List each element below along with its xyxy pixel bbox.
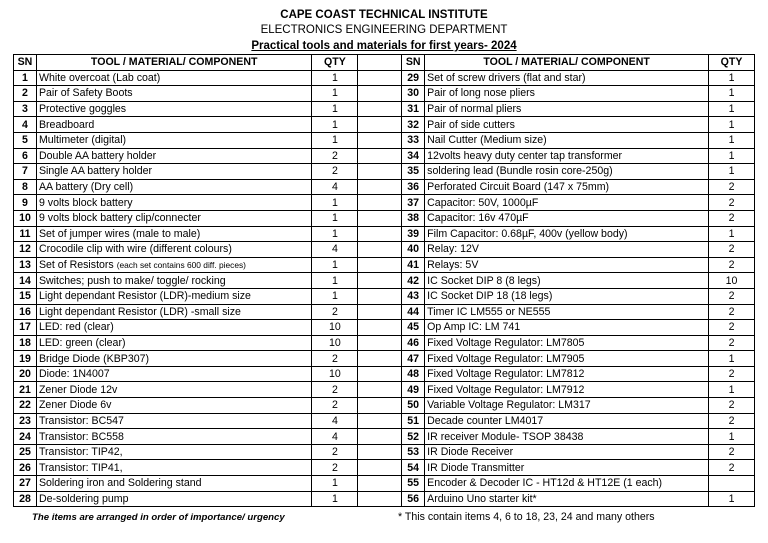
row-quantity: 2 [312,164,358,180]
row-serial-number: 51 [402,413,425,429]
row-serial-number: 8 [14,179,37,195]
table-row [14,444,755,460]
row-serial-number: 23 [14,413,37,429]
row-quantity: 4 [312,179,358,195]
row-item-name [425,273,709,289]
column-gap [358,101,402,117]
row-item-name [425,335,709,351]
row-quantity: 10 [312,335,358,351]
row-item-name [425,398,709,414]
table-row [14,195,755,211]
item-text: Relay: 12V [427,243,479,256]
row-item-name [425,460,709,476]
item-text: IR Diode Transmitter [427,461,525,474]
row-item-name [36,86,312,102]
row-quantity: 2 [709,257,755,273]
row-item-name [425,429,709,445]
row-quantity: 1 [312,101,358,117]
row-quantity: 1 [709,382,755,398]
row-serial-number: 30 [402,86,425,102]
row-quantity: 1 [709,101,755,117]
column-gap [358,86,402,102]
col-header-sn: SN [402,55,425,71]
row-item-name [36,304,312,320]
row-quantity: 1 [709,117,755,133]
column-gap [358,304,402,320]
tools-table [13,54,755,507]
row-quantity: 2 [312,351,358,367]
table-row [14,132,755,148]
column-gap [358,132,402,148]
item-text: Arduino Uno starter kit* [427,492,537,505]
item-text: Pair of side cutters [427,118,515,131]
row-item-name [425,210,709,226]
item-text: Fixed Voltage Regulator: LM7805 [427,336,585,349]
row-serial-number: 20 [14,366,37,382]
institute-title: CAPE COAST TECHNICAL INSTITUTE [280,9,488,21]
item-text: Perforated Circuit Board (147 x 75mm) [427,181,610,194]
column-gap [358,195,402,211]
item-text: Bridge Diode (KBP307) [38,352,150,365]
item-text: Transistor: TIP41, [38,461,123,474]
row-serial-number: 47 [402,351,425,367]
row-quantity: 1 [709,491,755,507]
item-text: Crocodile clip with wire (different colours) [38,243,232,256]
row-serial-number: 39 [402,226,425,242]
row-serial-number: 28 [14,491,37,507]
row-item-name [425,351,709,367]
row-item-name [36,320,312,336]
row-serial-number: 48 [402,366,425,382]
row-quantity: 1 [312,86,358,102]
row-quantity: 1 [312,226,358,242]
column-gap [358,55,402,71]
row-quantity: 2 [312,148,358,164]
row-quantity: 10 [312,366,358,382]
column-gap [358,398,402,414]
row-item-name [36,70,312,86]
item-text: Set of jumper wires (male to male) [38,227,201,240]
item-text: AA battery (Dry cell) [38,181,134,194]
row-quantity: 2 [709,413,755,429]
row-item-name [36,351,312,367]
item-text: IR Diode Receiver [427,446,514,459]
row-serial-number: 5 [14,132,37,148]
row-item-name [425,382,709,398]
row-item-name [36,179,312,195]
row-serial-number: 52 [402,429,425,445]
row-serial-number: 27 [14,476,37,492]
row-item-name [425,164,709,180]
row-item-name [36,382,312,398]
item-text: Pair of long nose pliers [427,87,535,100]
row-quantity: 1 [312,476,358,492]
order-note: The items are arranged in order of importance/ urgency [32,512,285,523]
table-row [14,273,755,289]
table-row [14,398,755,414]
row-serial-number: 10 [14,210,37,226]
row-serial-number: 6 [14,148,37,164]
row-serial-number: 13 [14,257,37,273]
item-text: Film Capacitor: 0.68µF, 400v (yellow body) [427,227,628,240]
table-row [14,335,755,351]
row-quantity: 2 [709,288,755,304]
row-quantity: 1 [709,429,755,445]
row-serial-number: 11 [14,226,37,242]
row-item-name [36,476,312,492]
row-quantity: 2 [709,460,755,476]
row-serial-number: 1 [14,70,37,86]
item-text: Op Amp IC: LM 741 [427,321,521,334]
column-gap [358,320,402,336]
row-item-name [36,273,312,289]
row-item-name [425,179,709,195]
row-serial-number: 26 [14,460,37,476]
row-serial-number: 41 [402,257,425,273]
row-item-name [425,257,709,273]
item-text: Capacitor: 50V, 1000µF [427,196,539,209]
row-item-name [36,164,312,180]
row-serial-number: 55 [402,476,425,492]
column-gap [358,70,402,86]
row-item-name [425,132,709,148]
row-item-name [36,288,312,304]
table-row [14,304,755,320]
row-quantity: 1 [312,491,358,507]
item-text: Diode: 1N4007 [38,368,110,381]
row-quantity: 1 [312,195,358,211]
item-text: Zener Diode 6v [38,399,112,412]
row-item-name [36,132,312,148]
row-item-name [36,148,312,164]
row-item-name [36,101,312,117]
row-quantity: 2 [312,304,358,320]
item-text: Zener Diode 12v [38,383,118,396]
table-row [14,351,755,367]
row-item-name [425,148,709,164]
column-gap [358,491,402,507]
row-serial-number: 18 [14,335,37,351]
row-quantity: 2 [709,210,755,226]
row-quantity: 1 [709,132,755,148]
table-row [14,179,755,195]
row-serial-number: 56 [402,491,425,507]
row-item-name [425,476,709,492]
col-header-item: TOOL / MATERIAL/ COMPONENT [36,55,312,71]
row-quantity: 1 [312,210,358,226]
item-text: Soldering iron and Soldering stand [38,477,202,490]
table-row [14,101,755,117]
table-row [14,491,755,507]
table-row [14,210,755,226]
row-serial-number: 15 [14,288,37,304]
row-item-name [425,117,709,133]
row-item-name [425,86,709,102]
column-gap [358,444,402,460]
col-header-qty: QTY [312,55,358,71]
item-text: Breadboard [38,118,95,131]
row-quantity: 1 [312,117,358,133]
table-row [14,288,755,304]
row-serial-number: 46 [402,335,425,351]
row-item-name [36,429,312,445]
row-serial-number: 33 [402,132,425,148]
item-text: De-soldering pump [38,492,129,505]
row-quantity: 2 [709,195,755,211]
table-row [14,257,755,273]
row-item-name [425,195,709,211]
row-item-name [425,413,709,429]
row-item-name [425,304,709,320]
department-title: ELECTRONICS ENGINEERING DEPARTMENT [260,24,508,36]
column-gap [358,476,402,492]
row-quantity: 2 [312,460,358,476]
row-quantity: 2 [709,320,755,336]
column-gap [358,460,402,476]
row-serial-number: 7 [14,164,37,180]
table-row [14,148,755,164]
row-quantity: 2 [709,366,755,382]
row-serial-number: 25 [14,444,37,460]
item-text: Encoder & Decoder IC - HT12d & HT12E (1 each) [427,477,663,490]
table-row [14,164,755,180]
row-quantity: 2 [709,179,755,195]
col-header-item: TOOL / MATERIAL/ COMPONENT [425,55,709,71]
column-gap [358,335,402,351]
item-text: Fixed Voltage Regulator: LM7905 [427,352,585,365]
row-quantity: 1 [312,288,358,304]
row-serial-number: 3 [14,101,37,117]
row-quantity: 1 [312,132,358,148]
table-row [14,413,755,429]
table-row [14,86,755,102]
col-header-qty: QTY [709,55,755,71]
row-quantity: 2 [709,335,755,351]
table-header-row [14,55,755,71]
row-quantity: 1 [312,70,358,86]
column-gap [358,382,402,398]
row-item-name [36,195,312,211]
column-gap [358,288,402,304]
table-row [14,226,755,242]
row-serial-number: 49 [402,382,425,398]
table-row [14,429,755,445]
row-serial-number: 32 [402,117,425,133]
row-quantity: 4 [312,242,358,258]
table-row [14,320,755,336]
item-text: Fixed Voltage Regulator: LM7912 [427,383,585,396]
row-item-name [425,366,709,382]
item-text: Pair of Safety Boots [38,87,133,100]
item-text: Nail Cutter (Medium size) [427,134,547,147]
item-text: Timer IC LM555 or NE555 [427,305,551,318]
column-gap [358,257,402,273]
row-serial-number: 31 [402,101,425,117]
item-text: Fixed Voltage Regulator: LM7812 [427,368,585,381]
column-gap [358,148,402,164]
row-serial-number: 40 [402,242,425,258]
table-row [14,476,755,492]
item-note: (each set contains 600 diff. pieces) [116,260,246,271]
column-gap [358,413,402,429]
item-text: Multimeter (digital) [38,134,127,147]
row-item-name [36,398,312,414]
row-item-name [425,491,709,507]
item-text: Light dependant Resistor (LDR)-medium size [38,290,251,303]
row-serial-number: 37 [402,195,425,211]
column-gap [358,210,402,226]
row-serial-number: 17 [14,320,37,336]
item-text: soldering lead (Bundle rosin core-250g) [427,165,613,178]
row-quantity: 1 [709,164,755,180]
row-quantity: 2 [709,242,755,258]
table-row [14,382,755,398]
row-quantity: 1 [709,148,755,164]
row-quantity: 4 [312,429,358,445]
item-text: LED: red (clear) [38,321,114,334]
column-gap [358,117,402,133]
item-text: Transistor: BC558 [38,430,124,443]
row-item-name [36,257,312,273]
row-item-name [425,320,709,336]
row-quantity: 1 [709,226,755,242]
row-quantity: 2 [709,398,755,414]
column-gap [358,351,402,367]
row-serial-number: 35 [402,164,425,180]
item-text: IC Socket DIP 8 (8 legs) [427,274,541,287]
row-item-name [36,413,312,429]
table-row [14,242,755,258]
kit-footnote: * This contain items 4, 6 to 18, 23, 24 and many others [398,511,655,523]
row-serial-number: 34 [402,148,425,164]
row-quantity: 1 [709,351,755,367]
row-item-name [425,444,709,460]
row-serial-number: 24 [14,429,37,445]
item-text: IR receiver Module- TSOP 38438 [427,430,584,443]
row-item-name [36,226,312,242]
item-text: Capacitor: 16v 470µF [427,212,529,225]
row-serial-number: 53 [402,444,425,460]
row-quantity: 2 [312,444,358,460]
row-item-name [425,70,709,86]
row-serial-number: 45 [402,320,425,336]
table-row [14,460,755,476]
column-gap [358,429,402,445]
row-serial-number: 36 [402,179,425,195]
row-quantity: 1 [709,86,755,102]
column-gap [358,164,402,180]
item-text: 12volts heavy duty center tap transformer [427,149,623,162]
item-text: Relays: 5V [427,259,479,272]
column-gap [358,226,402,242]
row-quantity: 1 [312,273,358,289]
item-text: IC Socket DIP 18 (18 legs) [427,290,553,303]
row-item-name [36,366,312,382]
row-item-name [36,460,312,476]
row-item-name [36,491,312,507]
table-row [14,117,755,133]
row-quantity: 2 [709,444,755,460]
row-item-name [425,226,709,242]
item-text: Switches; push to make/ toggle/ rocking [38,274,226,287]
row-serial-number: 54 [402,460,425,476]
row-serial-number: 21 [14,382,37,398]
row-quantity: 4 [312,413,358,429]
column-gap [358,273,402,289]
row-serial-number: 16 [14,304,37,320]
row-serial-number: 38 [402,210,425,226]
column-gap [358,242,402,258]
row-item-name [36,210,312,226]
row-quantity: 2 [312,382,358,398]
item-text: White overcoat (Lab coat) [38,71,161,84]
row-serial-number: 4 [14,117,37,133]
item-text: Variable Voltage Regulator: LM317 [427,399,591,412]
row-quantity: 2 [312,398,358,414]
row-item-name [425,242,709,258]
row-serial-number: 29 [402,70,425,86]
item-text: Double AA battery holder [38,149,157,162]
item-text: Transistor: TIP42, [38,446,123,459]
row-serial-number: 43 [402,288,425,304]
row-quantity: 1 [312,257,358,273]
row-quantity: 10 [312,320,358,336]
column-gap [358,366,402,382]
row-item-name [36,242,312,258]
row-serial-number: 9 [14,195,37,211]
item-text: Pair of normal pliers [427,103,522,116]
item-text: 9 volts block battery clip/connecter [38,212,201,225]
row-item-name [36,117,312,133]
row-item-name [36,335,312,351]
item-text: Decade counter LM4017 [427,414,544,427]
row-item-name [425,288,709,304]
row-serial-number: 2 [14,86,37,102]
row-quantity [709,476,755,492]
column-gap [358,179,402,195]
row-serial-number: 12 [14,242,37,258]
table-row [14,366,755,382]
row-serial-number: 44 [402,304,425,320]
row-item-name [36,444,312,460]
table-row [14,70,755,86]
row-serial-number: 50 [402,398,425,414]
row-quantity: 10 [709,273,755,289]
item-text: 9 volts block battery [38,196,133,209]
item-text: Light dependant Resistor (LDR) -small size [38,305,241,318]
row-quantity: 2 [709,304,755,320]
item-text: Set of screw drivers (flat and star) [427,71,586,84]
document-subtitle: Practical tools and materials for first years- 2024 [251,40,517,52]
row-serial-number: 19 [14,351,37,367]
row-serial-number: 42 [402,273,425,289]
row-serial-number: 14 [14,273,37,289]
item-text: LED: green (clear) [38,336,126,349]
item-text: Protective goggles [38,103,127,116]
item-text: Set of Resistors [38,259,114,272]
row-item-name [425,101,709,117]
row-serial-number: 22 [14,398,37,414]
item-text: Single AA battery holder [38,165,153,178]
row-quantity: 1 [709,70,755,86]
col-header-sn: SN [14,55,37,71]
item-text: Transistor: BC547 [38,414,124,427]
